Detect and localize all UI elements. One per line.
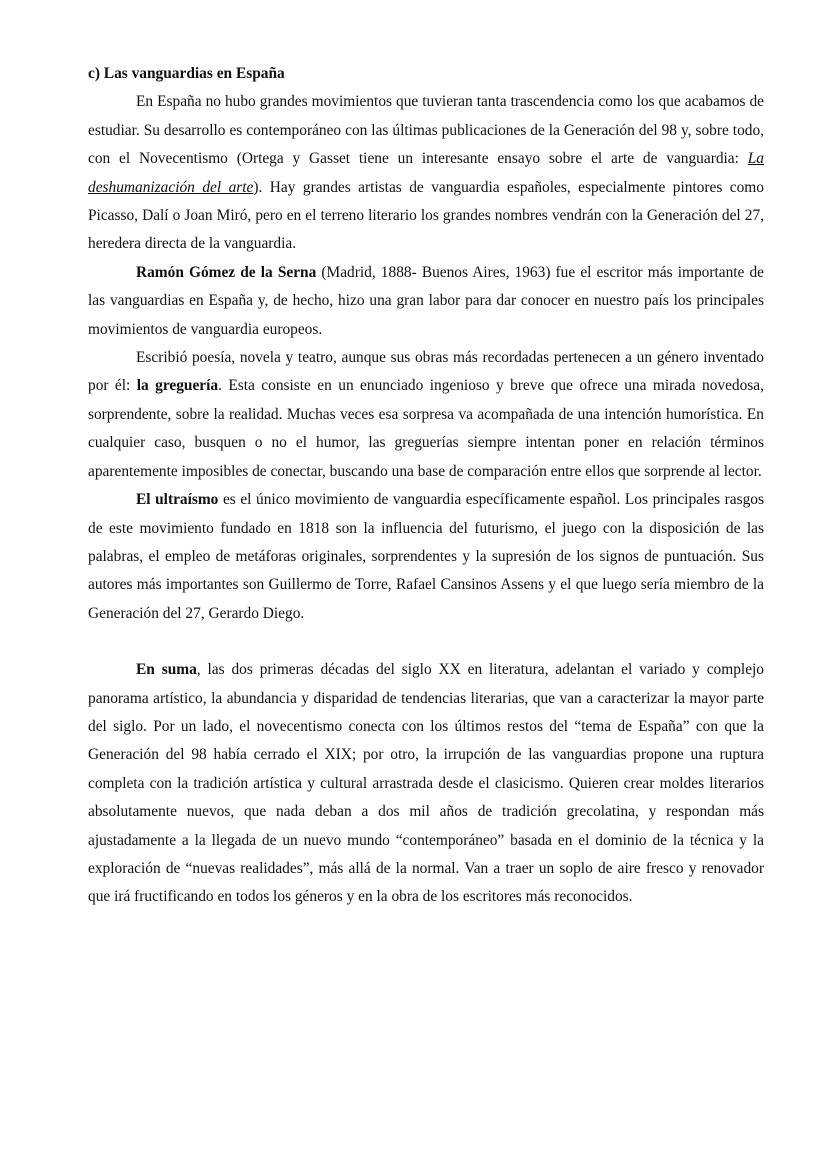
- paragraph-intro-text-start: En España no hubo grandes movimientos que tuvieran tanta trascendencia como los que acabamos de estudiar. Su desarrollo es contemporáneo con las últimas publicaciones de la Generación del 98 y, sobre todo, con el Novecentismo (Ortega y Gasset tiene un interesante ensayo sobre el arte de vanguardia:: [88, 93, 764, 168]
- paragraph-summary-text: , las dos primeras décadas del siglo XX en literatura, adelantan el variado y complejo panorama artístico, la abundancia y disparidad de tendencias literarias, que van a caracterizar la mayor parte del siglo. Por un lado, el novecentismo conecta con los últimos restos del “tema de España” con que la Generación del 98 había cerrado el XIX; por otro, la irrupción de las vanguardias propone una ruptura completa con la tradición artística y cultural arrastrada desde el clasicismo. Quieren crear moldes literarios absolutamente nuevos, que nada deban a dos mil años de tradición grecolatina, y respondan más ajustadamente a la llegada de un nuevo mundo “contemporáneo” basada en el dominio de la técnica y la exploración de “nuevas realidades”, más allá de la normal. Van a traer un soplo de aire fresco y renovador que irá fructificando en todos los géneros y en la obra de los escritores más reconocidos.: [88, 661, 764, 906]
- summary-term-bold: En suma: [136, 661, 197, 679]
- author-name-bold: Ramón Gómez de la Serna: [136, 263, 317, 281]
- document-page: [88, 60, 764, 912]
- paragraph-intro: [88, 88, 764, 258]
- greguerias-term-bold: la greguería: [136, 377, 219, 395]
- paragraph-greguerias: [88, 344, 764, 486]
- paragraph-ultraismo: [88, 486, 764, 628]
- paragraph-ultraismo-text: es el único movimiento de vanguardia específicamente español. Los principales rasgos de este movimiento fundado en 1818 son la influencia del futurismo, el juego con la disposición de las palabras, el empleo de metáforas originales, sorprendentes y la supresión de los signos de puntuación. Sus autores más importantes son Guillermo de Torre, Rafael Cansinos Assens y el que luego sería miembro de la Generación del 27, Gerardo Diego.: [88, 491, 764, 622]
- book-title-link[interactable]: La deshumanización del arte: [88, 150, 764, 196]
- paragraph-gap: [88, 628, 764, 656]
- ultraismo-term-bold: El ultraísmo: [136, 491, 219, 509]
- paragraph-gomez-de-la-serna: [88, 259, 764, 344]
- paragraph-greguerias-text-end: . Esta consiste en un enunciado ingenioso y breve que ofrece una mirada novedosa, sorprendente, sobre la realidad. Muchas veces esa sorpresa va acompañada de una intención humorística. En cualquier caso, busquen o no el humor, las greguerías siempre intentan poner en relación términos aparentemente imposibles de conectar, buscando una base de comparación entre ellos que sorprende al lector.: [88, 377, 764, 480]
- section-heading: c) Las vanguardias en España: [88, 65, 285, 82]
- paragraph-intro-text-end: ). Hay grandes artistas de vanguardia españoles, especialmente pintores como Picasso, Dalí o Joan Miró, pero en el terreno literario los grandes nombres vendrán con la Generación del 27, heredera directa de la vanguardia.: [88, 178, 764, 253]
- paragraph-greguerias-text-start: Escribió poesía, novela y teatro, aunque sus obras más recordadas pertenecen a un género inventado por él:: [88, 349, 764, 395]
- paragraph-gomez-de-la-serna-text: (Madrid, 1888- Buenos Aires, 1963) fue el escritor más importante de las vanguardias en España y, de hecho, hizo una gran labor para dar conocer en nuestro país los principales movimientos de vanguardia europeos.: [88, 263, 765, 338]
- paragraph-summary: [88, 656, 764, 912]
